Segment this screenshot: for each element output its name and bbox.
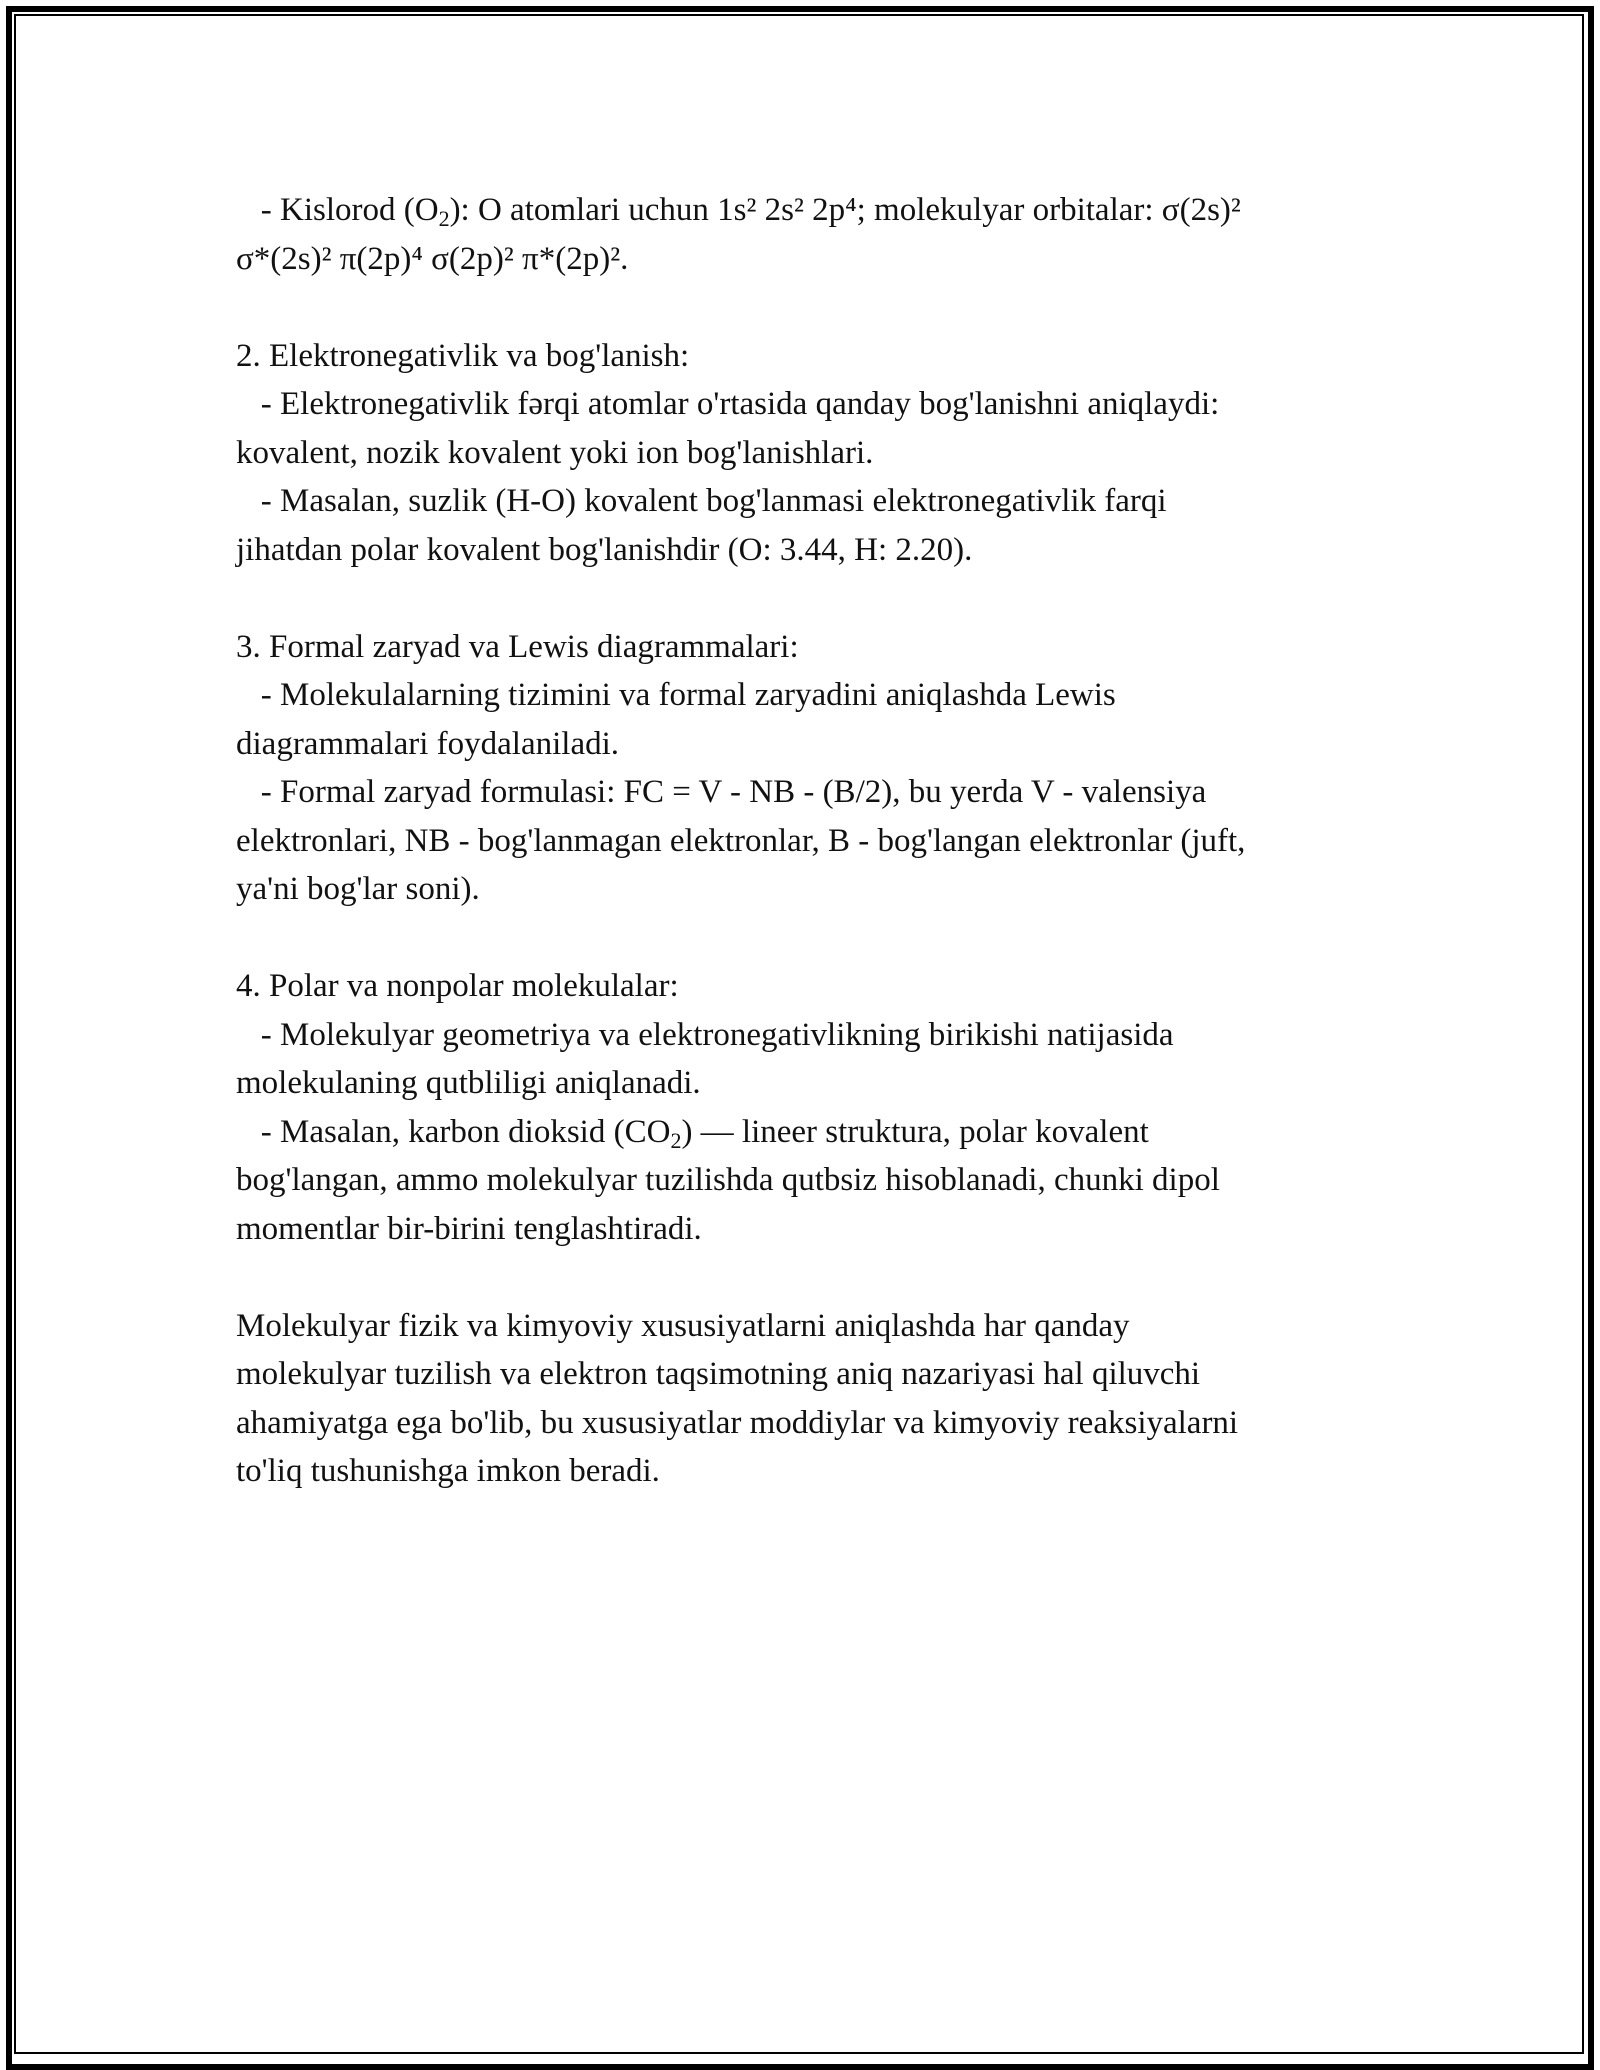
co2-text-b: ) — lineer struktura, polar kovalent <box>681 1113 1149 1150</box>
oxygen-text-a: - Kislorod (O <box>236 192 439 228</box>
section-4-line: - Molekulyar geometriya va elektronegativlikning birikishi natijasida <box>236 1016 1174 1053</box>
spacer <box>236 914 1366 963</box>
co2-text-a: - Masalan, karbon dioksid (CO <box>236 1113 671 1150</box>
oxygen-config-line <box>236 186 1366 235</box>
section-2-line: - Elektronegativlik fərqi atomlar o'rtasida qanday bog'lanishni aniqlaydi: <box>236 386 1220 422</box>
section-4-line: bog'langan, ammo molekulyar tuzilishda qutbsiz hisoblanadi, chunki dipol <box>236 1162 1220 1198</box>
co2-subscript: 2 <box>670 1127 682 1153</box>
section-3-line: elektronlari, NB - bog'lanmagan elektronlar, B - bog'langan elektronlar (juft, <box>236 822 1246 859</box>
conclusion-line: ahamiyatga ega bo'lib, bu xususiyatlar moddiylar va kimyoviy reaksiyalarni <box>236 1404 1239 1441</box>
section-3-line: - Formal zaryad formulasi: FC = V - NB - (B/2), bu yerda V - valensiya <box>236 774 1207 810</box>
section-3-line: diagrammalari foydalaniladi. <box>236 725 620 762</box>
section-2-line: kovalent, nozik kovalent yoki ion bog'lanishlari. <box>236 434 874 471</box>
section-3-heading: 3. Formal zaryad va Lewis diagrammalari: <box>236 628 799 665</box>
section-4-heading: 4. Polar va nonpolar molekulalar: <box>236 968 679 1004</box>
conclusion-line: Molekulyar fizik va kimyoviy xususiyatlarni aniqlashda har qanday <box>236 1307 1130 1344</box>
co2-line <box>236 1108 1366 1157</box>
document-body <box>236 186 1366 1496</box>
oxygen-orbitals-line: σ*(2s)² π(2p)⁴ σ(2p)² π*(2p)². <box>236 240 629 277</box>
spacer <box>236 283 1366 332</box>
oxygen-text-b: ): O atomlari uchun 1s² 2s² 2p⁴; molekulyar orbitalar: σ(2s)² <box>449 192 1241 228</box>
section-4-line: molekulaning qutbliligi aniqlanadi. <box>236 1065 701 1101</box>
spacer <box>236 1253 1366 1302</box>
section-2-line: - Masalan, suzlik (H-O) kovalent bog'lanmasi elektronegativlik farqi <box>236 483 1167 519</box>
conclusion-line: molekulyar tuzilish va elektron taqsimotning aniq nazariyasi hal qiluvchi <box>236 1356 1201 1392</box>
section-2-heading: 2. Elektronegativlik va bog'lanish: <box>236 337 690 374</box>
section-3-line: - Molekulalarning tizimini va formal zaryadini aniqlashda Lewis <box>236 677 1116 713</box>
section-3-line: ya'ni bog'lar soni). <box>236 871 480 907</box>
section-4-line: momentlar bir-birini tenglashtiradi. <box>236 1210 702 1247</box>
oxygen-subscript: 2 <box>438 206 450 231</box>
spacer <box>236 574 1366 623</box>
conclusion-line: to'liq tushunishga imkon beradi. <box>236 1453 660 1489</box>
section-2-line: jihatdan polar kovalent bog'lanishdir (O: 3.44, H: 2.20). <box>236 531 973 568</box>
